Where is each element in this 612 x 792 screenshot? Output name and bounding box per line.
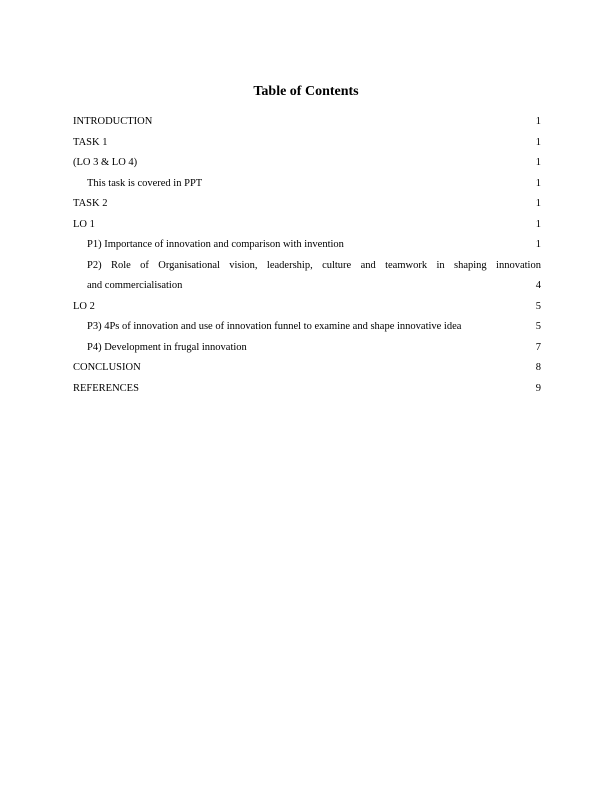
toc-page-number: 1 (535, 157, 541, 168)
toc-entry-p3[interactable] (73, 317, 541, 338)
toc-entry-task-2[interactable] (73, 194, 541, 215)
toc-entry-word: teamwork (385, 259, 428, 271)
toc-entry-word: and (360, 259, 376, 271)
toc-entry-word: P2) (87, 259, 102, 271)
toc-entry-label: (LO 3 & LO 4) (73, 157, 138, 168)
toc-entry-label: This task is covered in PPT (87, 177, 203, 189)
toc-entry-label: LO 1 (73, 218, 95, 230)
toc-entry-label-line2-row (87, 276, 541, 297)
toc-entry-word: leadership, (266, 259, 313, 271)
toc-entry-lo2[interactable] (73, 297, 541, 318)
toc-page-number: 5 (535, 300, 541, 312)
toc-entry-word: innovation (496, 259, 541, 271)
toc-page-number: 9 (535, 382, 541, 394)
toc-entry-word: vision, (229, 259, 258, 271)
toc-entry-references[interactable] (73, 379, 541, 400)
toc-entry-word: culture (322, 259, 352, 271)
toc-entry-p1[interactable] (73, 235, 541, 256)
toc-entry-lo1[interactable] (73, 215, 541, 236)
toc-title: Table of Contents (253, 84, 359, 99)
toc-entry-label: LO 2 (73, 300, 95, 312)
toc-entry-word: in (436, 259, 445, 271)
toc-entry-ppt[interactable] (73, 174, 541, 195)
toc-entry-p2[interactable] (73, 256, 541, 297)
toc-entry-lo3-lo4[interactable] (73, 153, 541, 174)
toc-page-number: 1 (535, 116, 541, 127)
toc-entry-label: REFERENCES (73, 382, 139, 394)
toc-entry-conclusion[interactable] (73, 358, 541, 379)
toc-page-number: 1 (535, 136, 541, 148)
toc-entry-word: shaping (454, 259, 487, 271)
toc-entry-label: P1) Importance of innovation and comparison with invention (87, 239, 344, 250)
toc-page-number: 1 (535, 198, 541, 209)
toc-page-number: 1 (535, 177, 541, 189)
toc-entry-word: Organisational (158, 259, 220, 271)
toc-entry-label: TASK 2 (73, 198, 108, 209)
toc-entry-word: of (140, 259, 149, 271)
toc-page-number: 4 (535, 280, 541, 291)
toc-entry-p4[interactable] (73, 338, 541, 359)
toc-entry-label-line1 (87, 256, 541, 277)
toc-entry-label: P4) Development in frugal innovation (87, 341, 247, 353)
toc-page-number: 1 (535, 218, 541, 230)
toc-entry-label: TASK 1 (73, 136, 108, 148)
toc-entry-label: INTRODUCTION (73, 116, 153, 127)
toc-page-number: 5 (535, 321, 541, 332)
toc-entry-label-line2: and commercialisation (87, 280, 183, 291)
toc-entry-introduction[interactable] (73, 112, 541, 133)
toc-entry-label: P3) 4Ps of innovation and use of innovation funnel to examine and shape innovative idea (87, 321, 462, 332)
toc-entry-task-1[interactable] (73, 133, 541, 154)
table-of-contents (73, 112, 541, 399)
toc-page-number: 8 (535, 362, 541, 373)
toc-page-number: 1 (535, 239, 541, 250)
toc-entry-word: Role (110, 259, 131, 271)
toc-entry-label: CONCLUSION (73, 362, 141, 373)
toc-page-number: 7 (535, 341, 541, 353)
